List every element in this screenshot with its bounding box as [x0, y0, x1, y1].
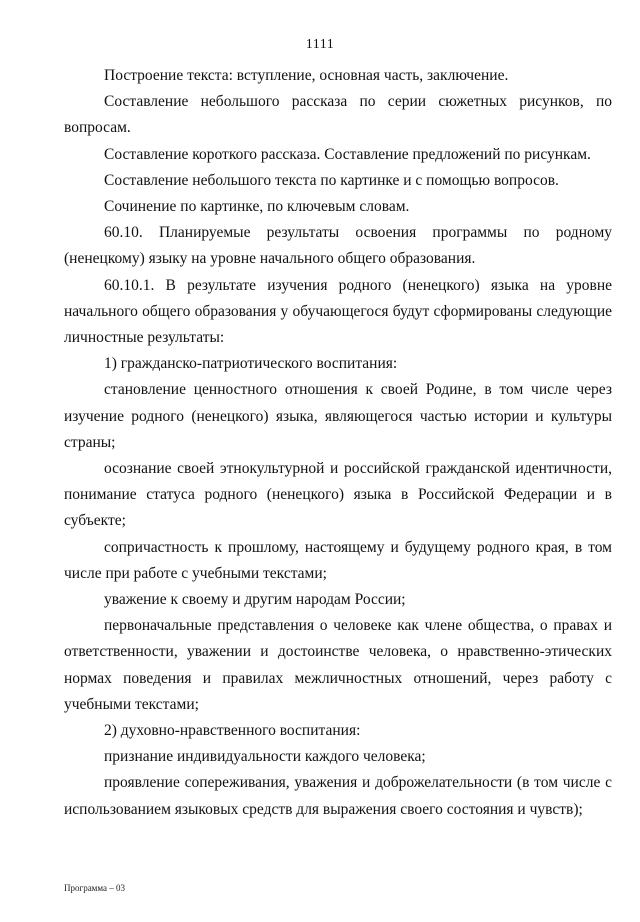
- paragraph-essay: Сочинение по картинке, по ключевым словам.: [104, 198, 410, 216]
- paragraph-native-land: сопричастность к прошлому, настоящему и будущему родного края, в том числе при работе с учебными текстами;: [64, 538, 612, 582]
- footer-program-code: Программа – 03: [64, 883, 126, 893]
- paragraph-respect-peoples: уважение к своему и другим народам России;: [104, 591, 406, 609]
- paragraph-short-story: Составление короткого рассказа. Составление предложений по рисункам.: [104, 145, 591, 163]
- paragraph-civic-heading: 1) гражданско-патриотического воспитания:: [104, 355, 398, 373]
- paragraph-text-structure: Построение текста: вступление, основная часть, заключение.: [104, 67, 509, 84]
- paragraph-moral-heading: 2) духовно-нравственного воспитания:: [104, 722, 361, 740]
- paragraph-homeland-values: становление ценностного отношения к своей Родине, в том числе через изучение родного (ненецкого) языка, являющегося частью истории и культуры страны;: [64, 381, 612, 451]
- paragraph-empathy: проявление сопереживания, уважения и доброжелательности (в том числе с использованием языковых средств для выражения своего состояния и чувств);: [64, 774, 612, 818]
- paragraph-identity: осознание своей этнокультурной и российской гражданской идентичности, понимание статуса родного (ненецкого) языка в Российской Федерации и в субъекте;: [64, 460, 612, 530]
- paragraph-picture-text: Составление небольшого текста по картинке и с помощью вопросов.: [104, 171, 559, 189]
- document-body: [64, 63, 612, 823]
- paragraph-section-60-10: 60.10. Планируемые результаты освоения программы по родному (ненецкому) языку на уровне начального общего образования.: [64, 224, 612, 268]
- page-number: 1111: [305, 37, 335, 52]
- paragraph-story-series: Составление небольшого рассказа по серии сюжетных рисунков, по вопросам.: [64, 93, 612, 137]
- paragraph-individuality: признание индивидуальности каждого человека;: [104, 748, 426, 766]
- paragraph-human-society: первоначальные представления о человеке как члене общества, о правах и ответственности, уважении и достоинстве человека, о нравственно-этических нормах поведения и правилах межличностных отношений, через работу с учебными текстами;: [64, 617, 612, 713]
- paragraph-section-60-10-1: 60.10.1. В результате изучения родного (ненецкого) языка на уровне начального общего образования у обучающегося будут сформированы следующие личностные результаты:: [64, 276, 612, 347]
